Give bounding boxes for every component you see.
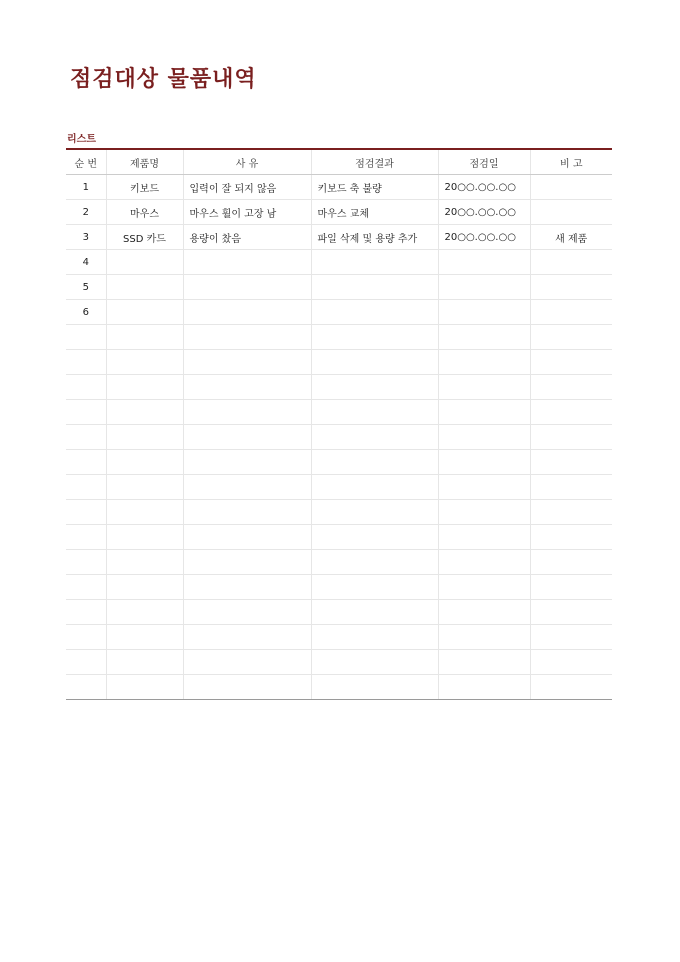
header-number: 순 번	[66, 150, 106, 175]
cell-number	[66, 400, 106, 425]
cell-number: 1	[66, 175, 106, 200]
cell-inspection-result: 마우스 교체	[311, 200, 438, 225]
cell-product-name	[106, 425, 183, 450]
cell-product-name: 마우스	[106, 200, 183, 225]
cell-inspection-result	[311, 250, 438, 275]
cell-product-name	[106, 375, 183, 400]
inspection-table	[66, 150, 612, 699]
cell-reason	[183, 650, 311, 675]
cell-number: 3	[66, 225, 106, 250]
cell-number	[66, 350, 106, 375]
cell-inspection-result	[311, 375, 438, 400]
cell-reason	[183, 525, 311, 550]
cell-inspection-date	[438, 375, 530, 400]
cell-remarks	[530, 450, 612, 475]
cell-remarks	[530, 350, 612, 375]
cell-inspection-date	[438, 300, 530, 325]
cell-remarks: 새 제품	[530, 225, 612, 250]
cell-inspection-result	[311, 450, 438, 475]
cell-reason	[183, 425, 311, 450]
cell-inspection-result	[311, 550, 438, 575]
cell-number	[66, 550, 106, 575]
cell-reason	[183, 550, 311, 575]
cell-reason	[183, 625, 311, 650]
cell-number	[66, 675, 106, 700]
cell-remarks	[530, 675, 612, 700]
cell-inspection-date	[438, 425, 530, 450]
cell-reason: 마우스 휠이 고장 남	[183, 200, 311, 225]
cell-inspection-result	[311, 600, 438, 625]
table-row	[66, 175, 612, 200]
cell-inspection-result	[311, 650, 438, 675]
cell-product-name	[106, 350, 183, 375]
cell-reason	[183, 500, 311, 525]
cell-inspection-result	[311, 500, 438, 525]
cell-remarks	[530, 500, 612, 525]
cell-reason	[183, 450, 311, 475]
cell-remarks	[530, 300, 612, 325]
cell-reason	[183, 475, 311, 500]
cell-inspection-result: 파일 삭제 및 용량 추가	[311, 225, 438, 250]
cell-inspection-date	[438, 575, 530, 600]
table-row	[66, 400, 612, 425]
table-row	[66, 300, 612, 325]
cell-product-name	[106, 450, 183, 475]
cell-reason	[183, 275, 311, 300]
table-row	[66, 625, 612, 650]
cell-inspection-date	[438, 525, 530, 550]
cell-inspection-result	[311, 625, 438, 650]
header-inspection-date: 점검일	[438, 150, 530, 175]
cell-inspection-result	[311, 350, 438, 375]
cell-remarks	[530, 550, 612, 575]
table-row	[66, 575, 612, 600]
table-row	[66, 550, 612, 575]
cell-inspection-result	[311, 325, 438, 350]
cell-number	[66, 500, 106, 525]
cell-remarks	[530, 275, 612, 300]
cell-reason	[183, 675, 311, 700]
cell-inspection-date	[438, 325, 530, 350]
cell-remarks	[530, 575, 612, 600]
cell-product-name	[106, 275, 183, 300]
cell-inspection-date	[438, 600, 530, 625]
cell-inspection-date	[438, 400, 530, 425]
cell-product-name: 키보드	[106, 175, 183, 200]
cell-number	[66, 575, 106, 600]
cell-inspection-date	[438, 550, 530, 575]
table-header-row	[66, 150, 612, 175]
header-inspection-result: 점검결과	[311, 150, 438, 175]
cell-remarks	[530, 425, 612, 450]
table-row	[66, 225, 612, 250]
cell-inspection-result	[311, 525, 438, 550]
cell-remarks	[530, 250, 612, 275]
cell-inspection-date	[438, 625, 530, 650]
cell-inspection-date	[438, 275, 530, 300]
cell-number	[66, 525, 106, 550]
cell-product-name	[106, 675, 183, 700]
cell-inspection-date: 20○○.○○.○○	[438, 175, 530, 200]
cell-inspection-result	[311, 300, 438, 325]
cell-inspection-date	[438, 250, 530, 275]
cell-reason	[183, 325, 311, 350]
cell-product-name	[106, 325, 183, 350]
cell-number: 5	[66, 275, 106, 300]
cell-product-name	[106, 525, 183, 550]
header-product-name: 제품명	[106, 150, 183, 175]
cell-remarks	[530, 475, 612, 500]
cell-inspection-result: 키보드 축 불량	[311, 175, 438, 200]
cell-inspection-result	[311, 400, 438, 425]
cell-remarks	[530, 175, 612, 200]
cell-reason	[183, 300, 311, 325]
cell-number	[66, 600, 106, 625]
cell-number	[66, 325, 106, 350]
cell-number	[66, 450, 106, 475]
cell-number	[66, 425, 106, 450]
table-row	[66, 425, 612, 450]
table-row	[66, 525, 612, 550]
table-row	[66, 275, 612, 300]
table-row	[66, 350, 612, 375]
cell-remarks	[530, 625, 612, 650]
cell-product-name	[106, 400, 183, 425]
cell-inspection-date: 20○○.○○.○○	[438, 225, 530, 250]
table-body	[66, 175, 612, 700]
table-row	[66, 500, 612, 525]
cell-product-name	[106, 550, 183, 575]
cell-reason: 용량이 찼음	[183, 225, 311, 250]
table-row	[66, 325, 612, 350]
cell-inspection-date	[438, 350, 530, 375]
cell-reason	[183, 375, 311, 400]
cell-remarks	[530, 375, 612, 400]
cell-reason: 입력이 잘 되지 않음	[183, 175, 311, 200]
cell-number: 6	[66, 300, 106, 325]
cell-reason	[183, 575, 311, 600]
inspection-table-container	[66, 148, 612, 700]
cell-inspection-result	[311, 675, 438, 700]
cell-product-name	[106, 475, 183, 500]
cell-inspection-date	[438, 475, 530, 500]
table-row	[66, 450, 612, 475]
header-remarks: 비 고	[530, 150, 612, 175]
cell-inspection-date	[438, 500, 530, 525]
cell-number	[66, 475, 106, 500]
cell-remarks	[530, 200, 612, 225]
cell-product-name	[106, 650, 183, 675]
table-row	[66, 250, 612, 275]
cell-inspection-result	[311, 575, 438, 600]
page-title: 점검대상 물품내역	[70, 67, 257, 92]
cell-inspection-result	[311, 425, 438, 450]
cell-reason	[183, 250, 311, 275]
cell-number: 4	[66, 250, 106, 275]
cell-product-name	[106, 575, 183, 600]
cell-number	[66, 650, 106, 675]
cell-inspection-date: 20○○.○○.○○	[438, 200, 530, 225]
table-row	[66, 600, 612, 625]
cell-remarks	[530, 400, 612, 425]
table-row	[66, 475, 612, 500]
table-row	[66, 650, 612, 675]
cell-product-name: SSD 카드	[106, 225, 183, 250]
table-row	[66, 675, 612, 700]
cell-product-name	[106, 250, 183, 275]
cell-remarks	[530, 650, 612, 675]
cell-remarks	[530, 600, 612, 625]
cell-number	[66, 625, 106, 650]
cell-inspection-result	[311, 475, 438, 500]
cell-number	[66, 375, 106, 400]
cell-product-name	[106, 600, 183, 625]
table-row	[66, 375, 612, 400]
cell-number: 2	[66, 200, 106, 225]
section-label: 리스트	[67, 134, 96, 145]
cell-product-name	[106, 300, 183, 325]
cell-inspection-date	[438, 450, 530, 475]
cell-product-name	[106, 625, 183, 650]
cell-reason	[183, 350, 311, 375]
cell-remarks	[530, 525, 612, 550]
cell-inspection-result	[311, 275, 438, 300]
cell-inspection-date	[438, 675, 530, 700]
cell-product-name	[106, 500, 183, 525]
cell-reason	[183, 400, 311, 425]
cell-remarks	[530, 325, 612, 350]
header-reason: 사 유	[183, 150, 311, 175]
table-row	[66, 200, 612, 225]
cell-reason	[183, 600, 311, 625]
cell-inspection-date	[438, 650, 530, 675]
